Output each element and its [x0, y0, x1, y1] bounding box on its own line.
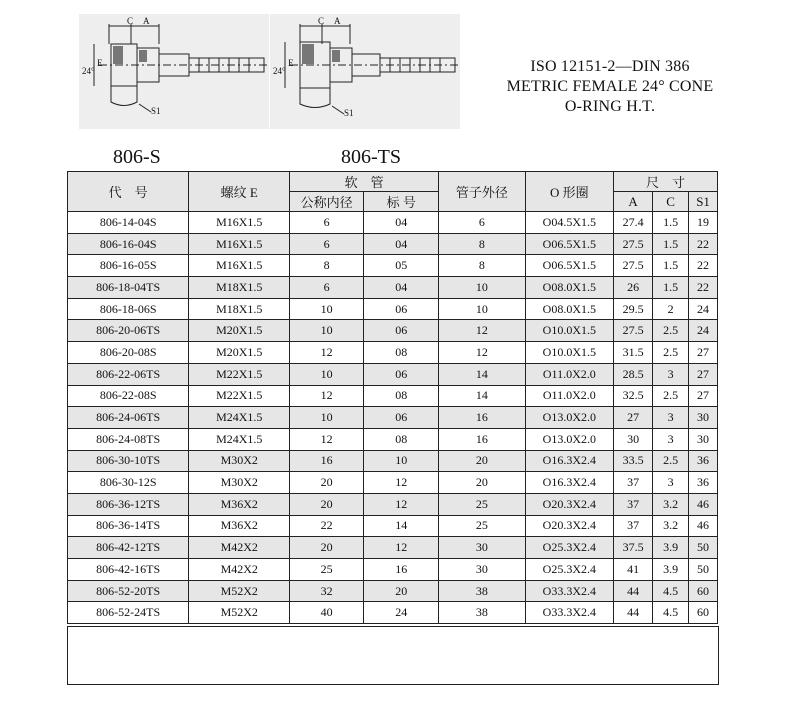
dim-s1-cell: 27	[689, 342, 718, 364]
table-row	[68, 450, 718, 472]
hose-dash-cell: 20	[364, 580, 439, 602]
angle-label: 24°	[82, 66, 95, 76]
dim-a-cell: 41	[614, 559, 653, 581]
header-hose-dash: 标 号	[364, 192, 439, 212]
tube-od-cell: 12	[439, 320, 525, 342]
header-hose-id: 公称内径	[290, 192, 364, 212]
table-row	[68, 277, 718, 299]
hose-id-cell: 12	[290, 385, 364, 407]
oring-cell: O08.0X1.5	[525, 298, 613, 320]
dim-c-cell: 2.5	[653, 320, 689, 342]
tube-od-cell: 25	[439, 493, 525, 515]
table-row	[68, 493, 718, 515]
title-line-standard: ISO 12151-2—DIN 386	[530, 58, 690, 75]
oring-cell: O13.0X2.0	[525, 407, 613, 429]
dim-a-cell: 37	[614, 472, 653, 494]
dim-c-cell: 1.5	[653, 212, 689, 234]
dim-s1-cell: 27	[689, 363, 718, 385]
hose-id-cell: 10	[290, 363, 364, 385]
dim-s1-cell: 60	[689, 602, 718, 624]
hose-dash-cell: 04	[364, 233, 439, 255]
hose-id-cell: 12	[290, 342, 364, 364]
table-row	[68, 580, 718, 602]
dim-c-cell: 1.5	[653, 233, 689, 255]
hose-id-cell: 20	[290, 472, 364, 494]
hose-id-cell: 40	[290, 602, 364, 624]
oring-cell: O11.0X2.0	[525, 363, 613, 385]
dim-a-cell: 32.5	[614, 385, 653, 407]
dim-s1-cell: 46	[689, 515, 718, 537]
hose-dash-cell: 06	[364, 363, 439, 385]
code-cell: 806-36-14TS	[68, 515, 189, 537]
header-oring: O 形圈	[525, 172, 613, 212]
dim-c-cell: 3.2	[653, 515, 689, 537]
thread-cell: M18X1.5	[189, 298, 290, 320]
table-row	[68, 428, 718, 450]
hose-dash-cell: 16	[364, 559, 439, 581]
tube-od-cell: 20	[439, 472, 525, 494]
hose-id-cell: 32	[290, 580, 364, 602]
thread-cell: M18X1.5	[189, 277, 290, 299]
code-cell: 806-22-08S	[68, 385, 189, 407]
dim-c-cell: 1.5	[653, 255, 689, 277]
title-line-type: METRIC FEMALE 24° CONE	[506, 78, 714, 95]
oring-cell: O20.3X2.4	[525, 515, 613, 537]
hose-id-cell: 6	[290, 277, 364, 299]
tube-od-cell: 14	[439, 363, 525, 385]
header-dim-c: C	[653, 192, 689, 212]
dim-c-cell: 2.5	[653, 342, 689, 364]
thread-cell: M22X1.5	[189, 363, 290, 385]
dim-s1-cell: 46	[689, 493, 718, 515]
hose-dash-cell: 12	[364, 472, 439, 494]
dim-a-cell: 28.5	[614, 363, 653, 385]
tube-od-cell: 16	[439, 428, 525, 450]
thread-cell: M52X2	[189, 602, 290, 624]
dim-a-label: A	[334, 16, 341, 26]
tube-od-cell: 30	[439, 559, 525, 581]
thread-cell: M24X1.5	[189, 407, 290, 429]
thread-cell: M16X1.5	[189, 255, 290, 277]
dim-a-cell: 37.5	[614, 537, 653, 559]
notes-area	[67, 626, 719, 685]
hose-id-cell: 6	[290, 212, 364, 234]
thread-cell: M42X2	[189, 559, 290, 581]
dim-s1-cell: 30	[689, 407, 718, 429]
dim-s1-cell: 36	[689, 472, 718, 494]
dim-a-cell: 37	[614, 493, 653, 515]
code-cell: 806-52-20TS	[68, 580, 189, 602]
dim-s1-cell: 30	[689, 428, 718, 450]
table-row	[68, 320, 718, 342]
table-row	[68, 212, 718, 234]
hose-dash-cell: 05	[364, 255, 439, 277]
tube-od-cell: 14	[439, 385, 525, 407]
table-row	[68, 407, 718, 429]
oring-cell: O16.3X2.4	[525, 472, 613, 494]
hose-dash-cell: 14	[364, 515, 439, 537]
hose-id-cell: 20	[290, 493, 364, 515]
thread-cell: M30X2	[189, 472, 290, 494]
hose-dash-cell: 08	[364, 385, 439, 407]
code-cell: 806-24-08TS	[68, 428, 189, 450]
hose-id-cell: 20	[290, 537, 364, 559]
code-cell: 806-16-05S	[68, 255, 189, 277]
thread-cell: M30X2	[189, 450, 290, 472]
dim-s1-cell: 36	[689, 450, 718, 472]
title-line-seal: O-RING H.T.	[564, 98, 656, 115]
table-row	[68, 472, 718, 494]
dim-s1-cell: 24	[689, 298, 718, 320]
dim-c-label: C	[127, 16, 134, 26]
oring-cell: O25.3X2.4	[525, 559, 613, 581]
hose-dash-cell: 04	[364, 212, 439, 234]
angle-label: 24°	[273, 66, 286, 76]
oring-cell: O04.5X1.5	[525, 212, 613, 234]
dim-a-cell: 33.5	[614, 450, 653, 472]
oring-cell: O06.5X1.5	[525, 233, 613, 255]
hose-id-cell: 10	[290, 407, 364, 429]
table-row	[68, 515, 718, 537]
dim-c-cell: 3	[653, 363, 689, 385]
hose-dash-cell: 06	[364, 298, 439, 320]
code-cell: 806-30-12S	[68, 472, 189, 494]
header-dim-s1: S1	[689, 192, 718, 212]
tube-od-cell: 8	[439, 255, 525, 277]
header-hose: 软 管	[290, 172, 439, 192]
dim-c-cell: 3.2	[653, 493, 689, 515]
code-cell: 806-42-12TS	[68, 537, 189, 559]
dim-s1-cell: 60	[689, 580, 718, 602]
tube-od-cell: 10	[439, 298, 525, 320]
model-label-806-s: 806-S	[113, 146, 161, 168]
hose-id-cell: 12	[290, 428, 364, 450]
code-cell: 806-18-06S	[68, 298, 189, 320]
model-label-806-ts: 806-TS	[341, 146, 401, 168]
header-dimensions: 尺 寸	[614, 172, 718, 192]
tube-od-cell: 8	[439, 233, 525, 255]
fitting-drawing-806-ts	[270, 14, 460, 129]
table-row	[68, 298, 718, 320]
tube-od-cell: 20	[439, 450, 525, 472]
thread-cell: M42X2	[189, 537, 290, 559]
dim-s1-cell: 19	[689, 212, 718, 234]
oring-cell: O06.5X1.5	[525, 255, 613, 277]
dim-c-label: C	[318, 16, 325, 26]
dim-a-cell: 44	[614, 602, 653, 624]
hose-dash-cell: 04	[364, 277, 439, 299]
dim-a-cell: 29.5	[614, 298, 653, 320]
thread-cell: M20X1.5	[189, 320, 290, 342]
tube-od-cell: 38	[439, 602, 525, 624]
hose-id-cell: 10	[290, 320, 364, 342]
dim-a-cell: 44	[614, 580, 653, 602]
dim-a-cell: 26	[614, 277, 653, 299]
dim-a-cell: 27.5	[614, 233, 653, 255]
thread-cell: M16X1.5	[189, 233, 290, 255]
code-cell: 806-18-04TS	[68, 277, 189, 299]
code-cell: 806-16-04S	[68, 233, 189, 255]
dim-s-label: S1	[151, 106, 161, 116]
dim-a-cell: 31.5	[614, 342, 653, 364]
oring-cell: O33.3X2.4	[525, 580, 613, 602]
hose-dash-cell: 10	[364, 450, 439, 472]
dim-s1-cell: 22	[689, 255, 718, 277]
code-cell: 806-20-06TS	[68, 320, 189, 342]
dim-s1-cell: 24	[689, 320, 718, 342]
header-code: 代 号	[68, 172, 189, 212]
dim-a-cell: 27.5	[614, 320, 653, 342]
header-dim-a: A	[614, 192, 653, 212]
header-tube-od: 管子外径	[439, 172, 525, 212]
oring-cell: O33.3X2.4	[525, 602, 613, 624]
oring-cell: O10.0X1.5	[525, 342, 613, 364]
dim-c-cell: 3.9	[653, 559, 689, 581]
dim-a-cell: 27	[614, 407, 653, 429]
dim-c-cell: 2.5	[653, 450, 689, 472]
tube-od-cell: 30	[439, 537, 525, 559]
hose-id-cell: 16	[290, 450, 364, 472]
table-row	[68, 559, 718, 581]
dim-s1-cell: 22	[689, 233, 718, 255]
oring-cell: O25.3X2.4	[525, 537, 613, 559]
thread-cell: M16X1.5	[189, 212, 290, 234]
oring-cell: O08.0X1.5	[525, 277, 613, 299]
fitting-drawing-svg	[79, 14, 269, 129]
thread-cell: M36X2	[189, 515, 290, 537]
thread-cell: M24X1.5	[189, 428, 290, 450]
dim-c-cell: 3	[653, 407, 689, 429]
dim-a-cell: 27.4	[614, 212, 653, 234]
dim-c-cell: 3	[653, 428, 689, 450]
hose-dash-cell: 12	[364, 493, 439, 515]
dim-c-cell: 3.9	[653, 537, 689, 559]
code-cell: 806-14-04S	[68, 212, 189, 234]
dim-a-cell: 37	[614, 515, 653, 537]
header-thread: 螺纹 E	[189, 172, 290, 212]
table-row	[68, 255, 718, 277]
dim-e-label: E	[97, 58, 103, 68]
dim-c-cell: 3	[653, 472, 689, 494]
dim-s1-cell: 22	[689, 277, 718, 299]
dim-c-cell: 4.5	[653, 602, 689, 624]
code-cell: 806-30-10TS	[68, 450, 189, 472]
tube-od-cell: 38	[439, 580, 525, 602]
code-cell: 806-22-06TS	[68, 363, 189, 385]
tube-od-cell: 25	[439, 515, 525, 537]
code-cell: 806-20-08S	[68, 342, 189, 364]
table-row	[68, 385, 718, 407]
dim-a-cell: 30	[614, 428, 653, 450]
thread-cell: M52X2	[189, 580, 290, 602]
table-row	[68, 537, 718, 559]
fitting-drawing-806-s	[79, 14, 269, 129]
hose-id-cell: 6	[290, 233, 364, 255]
specification-table	[67, 171, 718, 624]
oring-cell: O13.0X2.0	[525, 428, 613, 450]
table-row	[68, 342, 718, 364]
code-cell: 806-36-12TS	[68, 493, 189, 515]
thread-cell: M36X2	[189, 493, 290, 515]
table-body	[68, 212, 718, 624]
dim-c-cell: 2.5	[653, 385, 689, 407]
table-row	[68, 363, 718, 385]
hose-dash-cell: 08	[364, 342, 439, 364]
tube-od-cell: 12	[439, 342, 525, 364]
dim-s1-cell: 50	[689, 559, 718, 581]
table-row	[68, 233, 718, 255]
dim-s1-cell: 50	[689, 537, 718, 559]
hose-id-cell: 22	[290, 515, 364, 537]
oring-cell: O10.0X1.5	[525, 320, 613, 342]
tube-od-cell: 10	[439, 277, 525, 299]
dim-a-label: A	[143, 16, 150, 26]
dim-c-cell: 2	[653, 298, 689, 320]
dim-c-cell: 4.5	[653, 580, 689, 602]
dim-e-label: E	[288, 58, 294, 68]
dim-s-label: S1	[344, 108, 354, 118]
hose-id-cell: 10	[290, 298, 364, 320]
fitting-drawing-svg	[270, 14, 460, 129]
standard-title	[480, 57, 740, 117]
dim-s1-cell: 27	[689, 385, 718, 407]
thread-cell: M20X1.5	[189, 342, 290, 364]
oring-cell: O11.0X2.0	[525, 385, 613, 407]
hose-id-cell: 8	[290, 255, 364, 277]
hose-dash-cell: 06	[364, 407, 439, 429]
hose-id-cell: 25	[290, 559, 364, 581]
oring-cell: O20.3X2.4	[525, 493, 613, 515]
code-cell: 806-52-24TS	[68, 602, 189, 624]
hose-dash-cell: 12	[364, 537, 439, 559]
thread-cell: M22X1.5	[189, 385, 290, 407]
oring-cell: O16.3X2.4	[525, 450, 613, 472]
hose-dash-cell: 24	[364, 602, 439, 624]
hose-dash-cell: 06	[364, 320, 439, 342]
tube-od-cell: 16	[439, 407, 525, 429]
code-cell: 806-42-16TS	[68, 559, 189, 581]
hose-dash-cell: 08	[364, 428, 439, 450]
table-row	[68, 602, 718, 624]
code-cell: 806-24-06TS	[68, 407, 189, 429]
dim-c-cell: 1.5	[653, 277, 689, 299]
tube-od-cell: 6	[439, 212, 525, 234]
dim-a-cell: 27.5	[614, 255, 653, 277]
